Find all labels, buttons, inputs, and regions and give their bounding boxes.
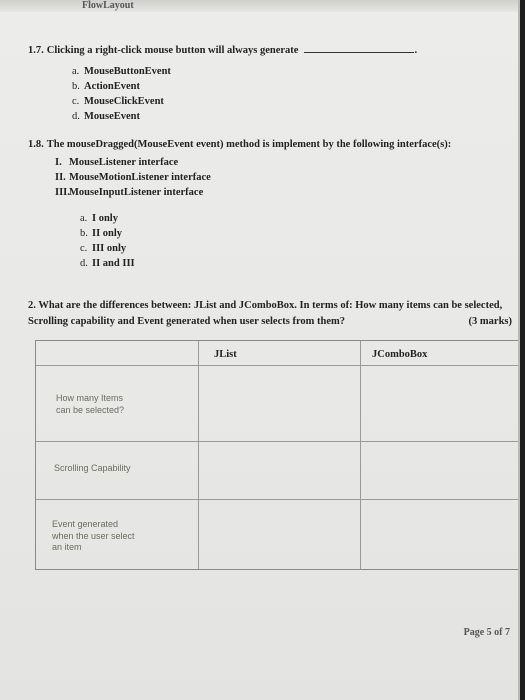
question-number: 1.8. [28,139,44,150]
blank-end: . [414,45,418,56]
answer-cell-jlist-items[interactable] [199,366,359,440]
option-c: c. III only [80,243,127,254]
option-d: d. II and III [80,258,135,269]
answer-cell-jcombobox-items[interactable] [361,366,520,440]
option-b: b. ActionEvent [72,81,140,92]
table-row-label: Scrolling Capability [54,463,131,473]
statement-i: I. MouseListener interface [55,157,179,168]
option-d: d. MouseEvent [72,111,140,122]
question-number: 2. [28,300,36,311]
marks-label: (3 marks) [468,316,512,327]
top-strip [0,0,518,12]
question-1-7 [28,44,417,57]
statement-ii: II. MouseMotionListener interface [55,172,211,183]
question-number: 1.7. [28,45,44,56]
option-c: c. MouseClickEvent [72,96,164,107]
question-text: The mouseDragged(MouseEvent event) method is implement by the following interface(s): [46,139,452,150]
table-row-label: How many Items can be selected? [56,393,125,415]
table-header-jlist: JList [214,349,237,360]
question-1-8 [28,138,508,151]
question-text: What are the differences between: JList and JComboBox. In terms of: How many items can be selected, Scrolling capability and Event generated when user selects from them? [28,300,503,328]
answer-blank [304,52,414,53]
question-2 [28,298,512,331]
option-a: a. I only [80,213,118,224]
table-row-label: Event generated when the user select an item [52,519,135,553]
question-text: Clicking a right-click mouse button will always generate [46,45,299,56]
answer-cell-jcombobox-event[interactable] [361,500,520,568]
statement-iii: III.MouseInputListener interface [55,187,204,198]
page-number: Page 5 of 7 [463,627,510,638]
answer-cell-jcombobox-scrolling[interactable] [361,442,520,498]
option-b: b. II only [80,228,123,239]
table-header-jcombobox: JComboBox [372,349,428,360]
option-a: a. MouseButtonEvent [72,66,171,77]
comparison-table [35,340,520,570]
answer-cell-jlist-event[interactable] [199,500,359,568]
header-fragment: FlowLayout [82,0,134,11]
answer-cell-jlist-scrolling[interactable] [199,442,359,498]
